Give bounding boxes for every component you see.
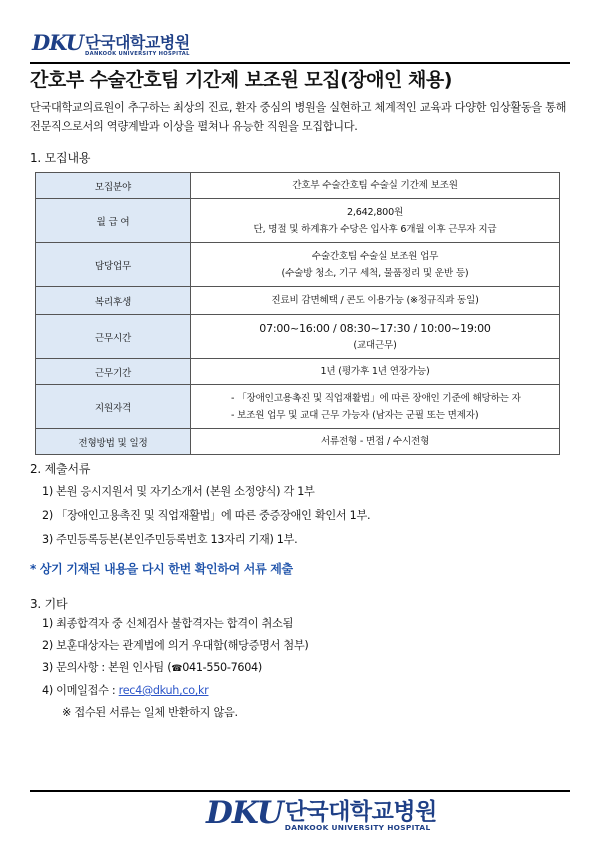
row-value: 07:00~16:00 / 08:30~17:30 / 10:00~19:00 (교대근무) [191,315,560,359]
logo-name-eng: DANKOOK UNIVERSITY HOSPITAL [284,823,431,832]
list-item: 3) 주민등록등본(본인주민등록번호 13자리 기재) 1부. [42,533,298,546]
list-item: 1) 본원 응시지원서 및 자기소개서 (본원 소정양식) 각 1부 [42,485,315,498]
row-label: 월 급 여 [36,199,191,243]
table-row [36,359,560,385]
list-item: 2) 「장애인고용촉진 및 직업재활법」에 따른 중증장애인 확인서 1부. [42,509,371,522]
table-row [36,429,560,455]
list-item: 4) 이메일접수 : rec4@dkuh,co,kr [42,684,209,697]
email-link[interactable]: rec4@dkuh,co,kr [118,684,209,697]
section-etc-title: 3. 기타 [30,597,68,611]
row-value: - 「장애인고용촉진 및 직업재활법」에 따른 장애인 기준에 해당하는 자 - 보조원 업무 및 교대 근무 가능자 (남자는 군필 또는 면제자) [191,385,560,429]
phone-icon: ☎ [171,664,183,674]
row-value: 간호부 수술간호팀 수술실 기간제 보조원 [191,173,560,199]
section-recruitment-title: 1. 모집내용 [30,151,91,165]
footer-logo [206,795,437,832]
header-logo [32,30,190,57]
logo-name-kor: 단국대학교병원 [284,799,437,825]
intro-paragraph: 단국대학교의료원이 추구하는 최상의 진료, 환자 중심의 병원을 실현하고 체계적인 교육과 다양한 임상활동을 통해 전문직으로서의 역량계발과 이상을 펼쳐나 유능한 직원을 모집합니다. [30,101,567,133]
table-row [36,287,560,315]
row-value: 서류전형 - 면접 / 수시전형 [191,429,560,455]
row-label: 모집분야 [36,173,191,199]
table-row [36,199,560,243]
row-label: 복리후생 [36,287,191,315]
table-row [36,315,560,359]
list-item: 3) 문의사항 : 본원 인사팀 (☎041-550-7604) [42,661,262,674]
row-label: 근무기간 [36,359,191,385]
row-label: 담당업무 [36,243,191,287]
row-label: 지원자격 [36,385,191,429]
notice-text: * 상기 기재된 내용을 다시 한번 확인하여 서류 제출 [30,562,293,576]
list-item: 1) 최종합격자 중 신체검사 불합격자는 합격이 취소됨 [42,617,294,630]
page-title: 간호부 수술간호팀 기간제 보조원 모집(장애인 채용) [30,69,452,91]
row-value: 1년 (평가후 1년 연장가능) [191,359,560,385]
table-row [36,173,560,199]
top-divider [30,62,570,64]
row-value: 수술간호팀 수술실 보조원 업무 (수술방 청소, 기구 세척, 물품정리 및 운반 등) [191,243,560,287]
logo-mark: DKU [206,795,283,831]
note-text: ※ 접수된 서류는 일체 반환하지 않음. [62,706,238,719]
bottom-divider [30,790,570,792]
table-row [36,243,560,287]
logo-name-kor: 단국대학교병원 [85,33,190,52]
logo-name-eng: DANKOOK UNIVERSITY HOSPITAL [85,51,190,57]
row-value: 진료비 감면혜택 / 콘도 이용가능 (※정규직과 동일) [191,287,560,315]
row-label: 전형방법 및 일정 [36,429,191,455]
table-row [36,385,560,429]
row-label: 근무시간 [36,315,191,359]
list-item: 2) 보훈대상자는 관계법에 의거 우대함(해당증명서 첨부) [42,639,309,652]
section-documents-title: 2. 제출서류 [30,462,91,476]
logo-mark: DKU [32,30,84,55]
recruitment-table [35,172,560,455]
row-value: 2,642,800원 단, 명절 및 하계휴가 수당은 입사후 6개월 이후 근무자 지급 [191,199,560,243]
